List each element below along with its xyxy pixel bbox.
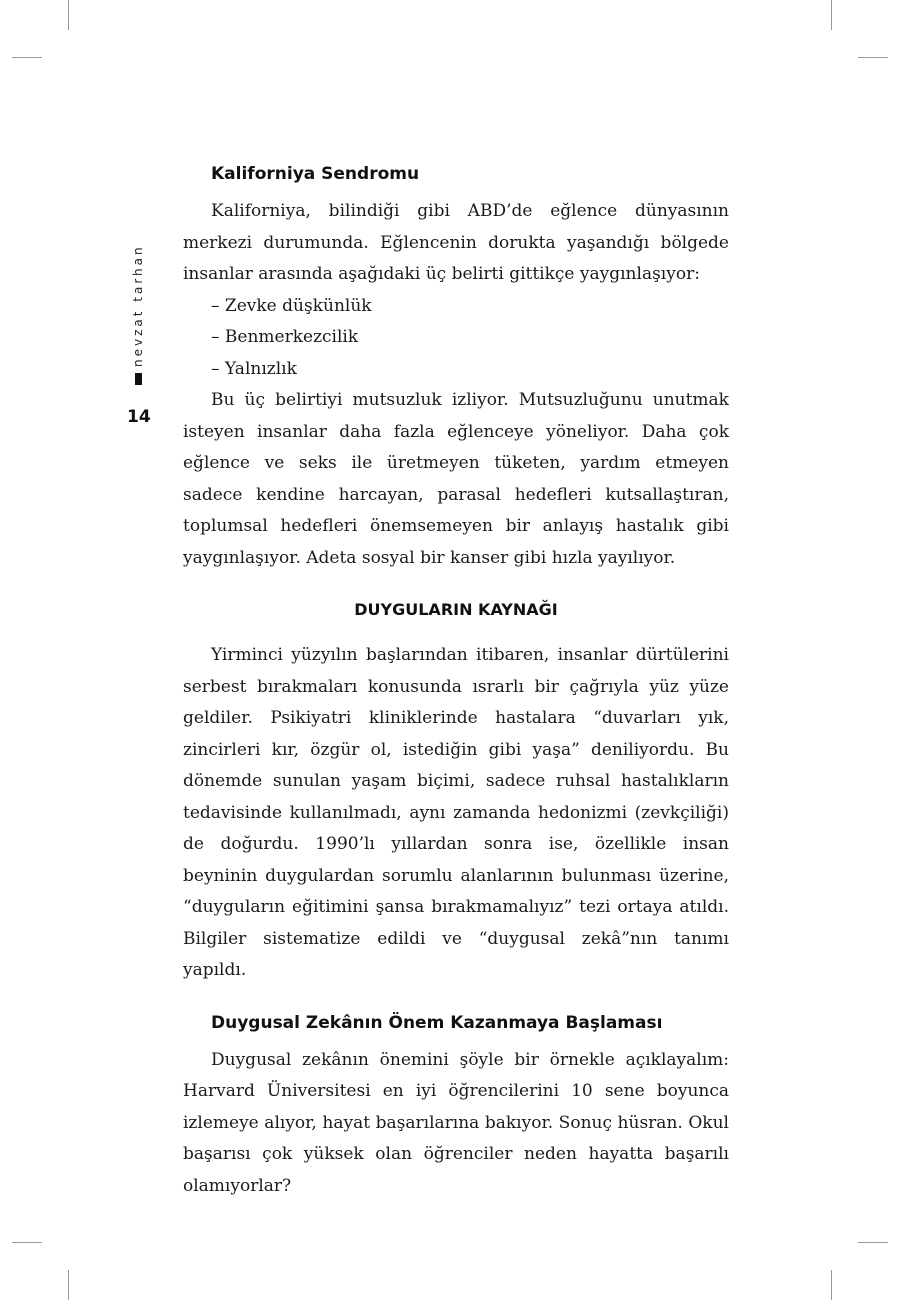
crop-mark [831,0,832,30]
crop-mark [858,1242,888,1243]
page-content [183,160,729,1202]
running-header [131,244,145,385]
crop-mark [12,1242,42,1243]
paragraph-harvard: Duygusal zekânın önemini şöyle bir örnekle açıklayalım: Harvard Üniversitesi en iyi öğrencilerini 10 sene boyunca izlemeye alıyor, hayat başarılarına bakıyor. Sonuç hüsran. Okul başarısı çok yüksek olan öğrenciler neden hayatta başarılı olamıyorlar? [183,1049,729,1196]
crop-mark [68,1270,69,1300]
crop-mark [12,57,42,58]
list-item: – Benmerkezcilik [211,327,359,347]
section-heading-california: Kaliforniya Sendromu [211,164,420,184]
section-heading-eq: Duygusal Zekânın Önem Kazanmaya Başlaması [211,1012,663,1033]
list-item: – Zevke düşkünlük [211,295,372,316]
paragraph-intro: Kaliforniya, bilindiği gibi ABD’de eğlence dünyasının merkezi durumunda. Eğlencenin dorukta yaşandığı bölgede insanlar arasında aşağıdaki üç belirti gittikçe yaygınlaşıyor: [183,201,729,284]
paragraph-emotions: Yirminci yüzyılın başlarından itibaren, insanlar dürtülerini serbest bırakmaları konusunda ısrarlı bir çağrıyla yüz yüze geldiler. Psikiyatri kliniklerinde hastalara “duvarları yık, zincirleri kır, özgür ol, istediğin gibi yaşa” deniliyordu. Bu dönemde sunulan yaşam biçimi, sadece ruhsal hastalıkların tedavisinde kullanılmadı, aynı zamanda hedonizmi (zevkçiliği) de doğurdu. 1990’lı yıllardan sonra ise, özellikle insan beyninin duygulardan sorumlu alanlarının bulunması üzerine, “duyguların eğitimini şansa bırakmamalıyız” tezi ortaya atıldı. Bilgiler sistematize edildi ve “duygusal zekâ”nın tanımı yapıldı. [183,645,729,980]
page-number: 14 [127,407,151,427]
header-bar-mark [135,373,142,385]
crop-mark [68,0,69,30]
crop-mark [831,1270,832,1300]
chapter-heading: DUYGULARIN KAYNAĞI [354,600,558,619]
paragraph-symptoms: Bu üç belirtiyi mutsuzluk izliyor. Mutsuzluğunu unutmak isteyen insanlar daha fazla eğlenceye yöneliyor. Daha çok eğlence ve seks ile üretmeyen tüketen, yardım etmeyen sadece kendine harcayan, parasal hedefleri kutsallaştıran, toplumsal hedefleri önemsemeyen bir anlayış hastalık gibi yaygınlaşıyor. Adeta sosyal bir kanser gibi hızla yayılıyor. [183,390,729,568]
crop-mark [858,57,888,58]
list-item: – Yalnızlık [211,358,297,379]
author-name: nevzat tarhan [131,244,145,367]
